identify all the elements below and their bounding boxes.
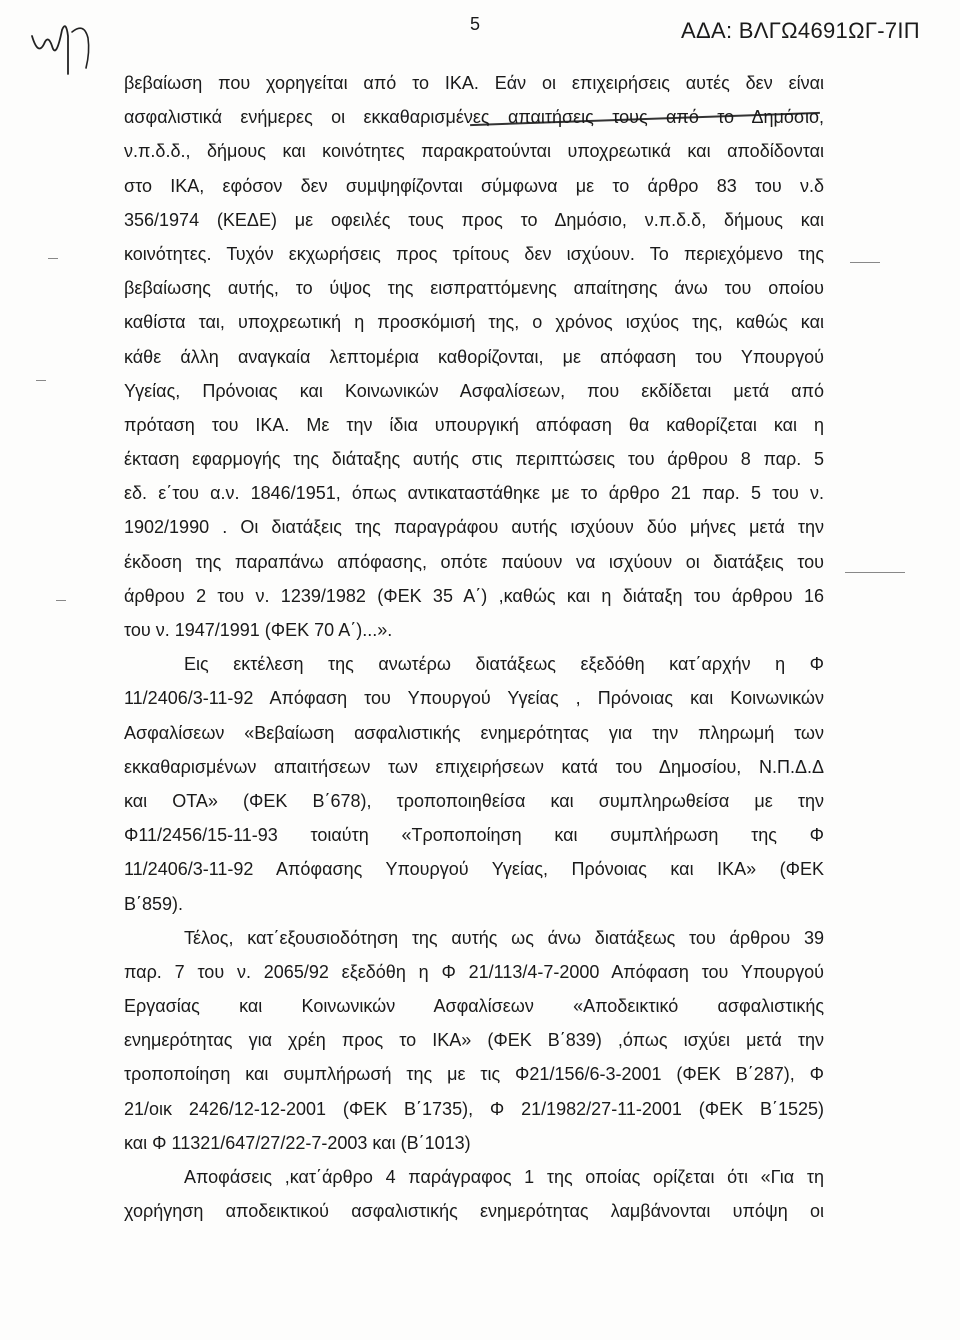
text-line: κάθε άλλη αναγκαία λεπτομέρια καθορίζονται, με απόφαση του Υπουργού [124,346,824,367]
text-line: 21/οικ 2426/12-12-2001 (ΦΕΚ Β΄1735), Φ 21/1982/27-11-2001 (ΦΕΚ Β΄1525) [124,1098,824,1119]
text-line: βεβαίωσης αυτής, το ύψος της εισπραττόμενης απαίτησης άνω του οποίου [124,278,824,299]
text-line: άρθρου 2 του ν. 1239/1982 (ΦΕΚ 35 Α΄) ,καθώς και η διάταξη του άρθρου 16 [124,585,824,606]
text-line: Εργασίας και Κοινωνικών Ασφαλίσεων «Αποδεικτικό ασφαλιστικής [124,996,824,1017]
text-line: στο ΙΚΑ, εφόσον δεν συμψηφίζονται σύμφωνα με το άρθρο 83 του ν.δ [124,175,824,196]
scan-artifact [48,258,58,259]
text-line: καθίστα ται, υποχρεωτική η προσκόμισή της, ο χρόνος ισχύος της, καθώς και [124,312,824,333]
text-line: βεβαίωση που χορηγείται από το ΙΚΑ. Εάν οι επιχειρήσεις αυτές δεν είναι [124,73,824,93]
text-line: 11/2406/3-11-92 Απόφαση του Υπουργού Υγείας , Πρόνοιας και Κοινωνικών [124,688,824,709]
text-line: Ασφαλίσεων «Βεβαίωση ασφαλιστικής ενημερότητας για την πληρωμή των [124,722,824,743]
handwritten-initials-signature [28,16,108,86]
scan-artifact [56,600,66,601]
text-line: Αποφάσεις ,κατ΄άρθρο 4 παράγραφος 1 της οποίας ορίζεται ότι «Για τη [184,1167,824,1187]
text-line: τροποποίηση και συμπλήρωσή της με τις Φ21/156/6-3-2001 (ΦΕΚ Β΄287), Φ [124,1064,824,1085]
text-line: πρόταση του ΙΚΑ. Με την ίδια υπουργική απόφαση θα καθορίζεται και η [124,414,824,435]
text-line: χορήγηση αποδεικτικού ασφαλιστικής ενημερότητας λαμβάνονται υπόψη οι [124,1201,824,1222]
text-line: Φ11/2456/15-11-93 τοιαύτη «Τροποποίηση και συμπλήρωση της Φ [124,825,824,846]
text-line: Τέλος, κατ΄εξουσιοδότηση της αυτής ως άνω διατάξεως του άρθρου 39 [184,927,824,948]
text-line: Β΄859). [124,893,184,914]
text-line: 11/2406/3-11-92 Απόφασης Υπουργού Υγείας, Πρόνοιας και ΙΚΑ» (ΦΕΚ [124,859,824,880]
text-line: εδ. ε΄του α.ν. 1846/1951, όπως αντικαταστάθηκε με το άρθρο 21 παρ. 5 του ν. [124,483,824,504]
text-line: έκταση εφαρμογής της διάταξης αυτής στις περιπτώσεις του άρθρου 8 παρ. 5 [124,449,824,470]
text-line: 1902/1990 . Οι διατάξεις της παραγράφου αυτής ισχύουν δύο μήνες μετά την [124,517,824,538]
text-line: και ΟΤΑ» (ΦΕΚ Β΄678), τροποποιηθείσα και συμπληρωθείσα με την [124,790,824,811]
text-line: κοινότητες. Τυχόν εκχωρήσεις προς τρίτους δεν ισχύουν. Το περιεχόμενο της [124,243,824,264]
text-line: του ν. 1947/1991 (ΦΕΚ 70 Α΄)...». [124,620,393,640]
page-number: 5 [470,14,481,34]
text-line: ν.π.δ.δ., δήμους και κοινότητες παρακρατούνται υποχρεωτικά και αποδίδονται [124,141,824,162]
text-line: 356/1974 (ΚΕΔΕ) με οφειλές τους προς το Δημόσιο, ν.π.δ.δ, δήμους και [124,209,824,230]
scan-artifact [845,572,905,573]
text-line: έκδοση της παραπάνω απόφασης, οπότε παύουν να ισχύουν οι διατάξεις του [124,551,824,572]
ada-reference-code: ΑΔΑ: ΒΛΓΩ4691ΩΓ-7ΙΠ [681,18,920,43]
scan-artifact [850,262,880,263]
text-line: εκκαθαρισμένων απαιτήσεων των επιχειρήσεων κατά του Δημοσίου, Ν.Π.Δ.Δ [124,756,824,777]
text-line: ενημερότητας για χρέη προς το ΙΚΑ» (ΦΕΚ Β΄839) ,όπως ισχύει μετά την [124,1030,824,1051]
body-text [124,66,824,1228]
text-line: Εις εκτέλεση της ανωτέρω διατάξεως εξεδόθη κατ΄αρχήν η Φ [184,654,824,675]
text-line: και Φ 11321/647/27/22-7-2003 και (Β΄1013) [124,1132,471,1153]
text-line: Υγείας, Πρόνοιας και Κοινωνικών Ασφαλίσεων, που εκδίδεται μετά από [124,380,824,401]
scan-artifact [36,380,46,381]
text-line: παρ. 7 του ν. 2065/92 εξεδόθη η Φ 21/113/4-7-2000 Απόφαση του Υπουργού [124,961,824,982]
text-line: ασφαλιστικά ενήμερες οι εκκαθαρισμένες απαιτήσεις τους από το Δημόσιο, [124,107,824,128]
